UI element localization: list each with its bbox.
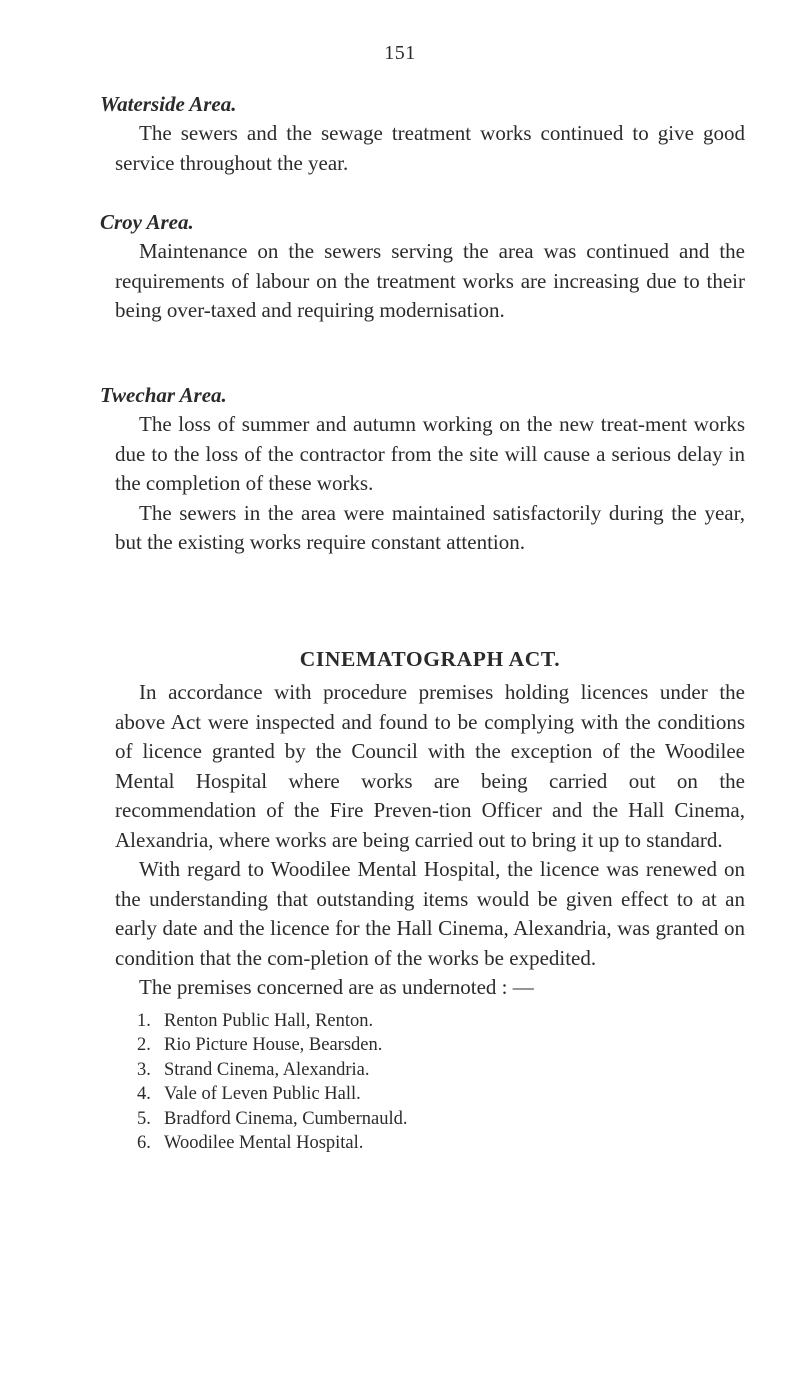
section-paragraph: The sewers in the area were maintained satisfactorily during the year, but the existing works require constant attention. <box>115 500 745 554</box>
list-item <box>137 1131 745 1156</box>
section-cinematograph <box>115 644 745 1156</box>
list-item <box>137 1058 745 1083</box>
section-heading: Twechar Area. <box>100 383 227 407</box>
list-item-text: Vale of Leven Public Hall. <box>164 1084 361 1104</box>
section-title: CINEMATOGRAPH ACT. <box>299 647 561 671</box>
list-item-number: 1. <box>137 1010 151 1031</box>
section-paragraph: The loss of summer and autumn working on the new treat-ment works due to the loss of the contractor from the site will cause a serious delay in the completion of these works. <box>115 412 745 495</box>
list-item-text: Renton Public Hall, Renton. <box>164 1010 374 1031</box>
section-waterside <box>100 89 745 178</box>
list-item-text: Bradford Cinema, Cumbernauld. <box>164 1108 408 1129</box>
page-number: 151 <box>384 42 416 64</box>
list-item-number: 6. <box>137 1133 151 1153</box>
list-item-text: Rio Picture House, Bearsden. <box>164 1035 383 1055</box>
section-paragraph: With regard to Woodilee Mental Hospital, the licence was renewed on the understanding that outstanding items would be given effect to at an early date and the licence for the Hall Cinema, Alexandria, was granted on condition that the com-pletion of the works be expedited. <box>115 857 745 970</box>
list-item-number: 4. <box>137 1084 151 1104</box>
premises-list <box>115 1009 745 1156</box>
list-item-text: Woodilee Mental Hospital. <box>164 1133 364 1153</box>
section-heading: Waterside Area. <box>100 92 237 116</box>
section-paragraph: The premises concerned are as undernoted : — <box>139 975 534 999</box>
section-twechar <box>100 380 745 558</box>
list-item-number: 3. <box>137 1059 151 1080</box>
list-item <box>137 1033 745 1058</box>
section-heading: Croy Area. <box>100 210 194 234</box>
section-paragraph: In accordance with procedure premises holding licences under the above Act were inspected and found to be complying with the conditions of licence granted by the Council with the exception of the Woodilee Mental Hospital where works are being carried out on the recommendation of the Fire Preven-tion Officer and the Hall Cinema, Alexandria, where works are being carried out to bring it up to standard. <box>115 680 745 852</box>
section-paragraph: Maintenance on the sewers serving the area was continued and the requirements of labour on the treatment works are increasing due to their being over-taxed and requiring modernisation. <box>115 239 745 322</box>
section-paragraph: The sewers and the sewage treatment works continued to give good service throughout the year. <box>115 121 745 175</box>
list-item-text: Strand Cinema, Alexandria. <box>164 1059 370 1080</box>
list-item <box>137 1082 745 1107</box>
list-item <box>137 1107 745 1132</box>
list-item-number: 2. <box>137 1035 151 1055</box>
list-item-number: 5. <box>137 1108 151 1129</box>
section-croy <box>100 207 745 326</box>
list-item <box>137 1009 745 1034</box>
